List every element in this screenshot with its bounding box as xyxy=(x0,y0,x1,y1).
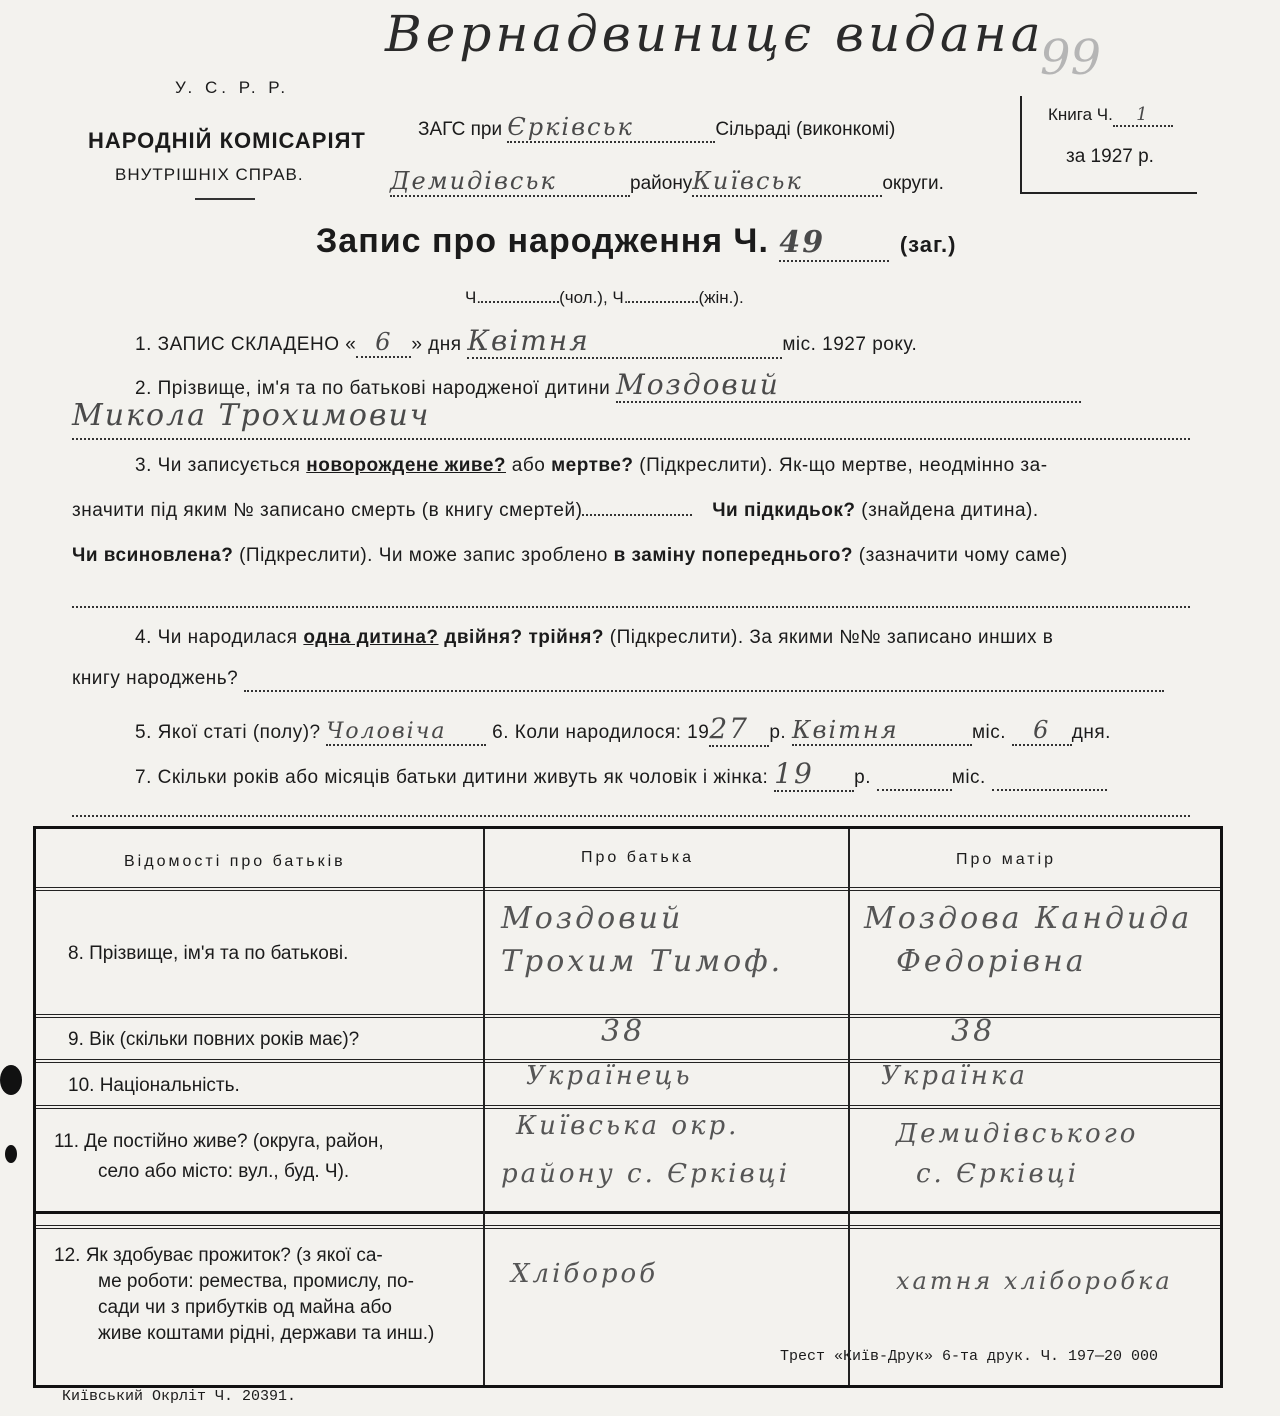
record-number-hw: 49 xyxy=(779,225,889,262)
item-5-6 xyxy=(135,712,1111,747)
row-10-label: 10. Національність. xyxy=(68,1075,240,1096)
dots xyxy=(628,301,698,303)
row-9-label: 9. Вік (скільки повних років має)? xyxy=(68,1029,360,1050)
row-12-label-4: живе коштами рідні, держави та инш.) xyxy=(98,1323,435,1344)
item-3-foundling-note: (знайдена дитина). xyxy=(861,500,1039,521)
ink-blot xyxy=(0,1065,22,1095)
marriage-years-hw: 19 xyxy=(774,757,854,792)
dots xyxy=(481,301,559,303)
mother-surname-hw: Моздова Кандида xyxy=(864,901,1193,936)
sub-numbers xyxy=(465,288,744,308)
option-replacement: в заміну попереднього? xyxy=(613,545,853,566)
item-1-day-hw: 6 xyxy=(356,328,411,358)
item-4-line-2 xyxy=(72,668,1164,692)
mother-occupation-hw: хатня хліборобка xyxy=(896,1267,1173,1295)
mother-residence-hw-1: Демидівського xyxy=(896,1119,1139,1149)
item-3-line-1 xyxy=(135,455,1048,477)
blank-line xyxy=(72,586,1190,608)
child-sex-hw: Чоловіча xyxy=(326,719,486,746)
item-3-replace-note: (зазначити чому саме) xyxy=(858,545,1068,566)
item-3-label: 3. Чи записується xyxy=(135,455,301,476)
title-text: Запис про народження Ч. xyxy=(316,222,769,260)
mother-age-hw: 38 xyxy=(951,1014,996,1049)
option-single: одна дитина? xyxy=(303,627,439,648)
birth-year-hw: 27 xyxy=(709,712,769,747)
header-parents-info: Відомості про батьків xyxy=(124,853,346,870)
title-suffix: (заг.) xyxy=(899,232,957,257)
item-1-year-label: міс. 1927 року. xyxy=(782,334,918,355)
option-foundling: Чи підкидьок? xyxy=(712,500,856,521)
record-title xyxy=(316,222,956,262)
item-1-month-hw: Квітня xyxy=(467,324,782,359)
child-name-hw: Микола Трохимович xyxy=(72,398,1190,440)
child-surname-hw: Моздовий xyxy=(616,368,1081,403)
internal-affairs-label: ВНУТРІШНІХ СПРАВ. xyxy=(115,165,304,184)
rayon-label: району xyxy=(630,173,693,194)
item-4-label: 4. Чи народилася xyxy=(135,627,298,648)
sub-zhin-label: (жін.). xyxy=(698,288,744,307)
rayon-line xyxy=(390,167,944,197)
father-residence-hw-2: району с. Єрківці xyxy=(501,1159,791,1189)
mother-nationality-hw: Українка xyxy=(881,1061,1028,1091)
item-5-label: 5. Якої статі (полу)? xyxy=(135,722,321,743)
okruga-label: округи. xyxy=(882,173,944,194)
month-suffix: міс. xyxy=(971,722,1007,743)
item-6-label: 6. Коли народилося: 19 xyxy=(492,722,710,743)
item-3-line-2 xyxy=(72,500,1039,522)
item-3-death-label: значити під яким № записано смерть (в книгу смертей) xyxy=(72,500,583,521)
item-1-day-label: » дня xyxy=(411,334,462,355)
commissariat-title: НАРОДНІЙ КОМІСАРІЯТ xyxy=(88,128,366,153)
header-father: Про батька xyxy=(581,849,694,866)
row-11-label-1: 11. Де постійно живе? (округа, район, xyxy=(54,1131,384,1152)
book-number xyxy=(1048,104,1173,127)
row-12-label-1: 12. Як здобуває прожиток? (з якої са- xyxy=(54,1245,383,1266)
sub-chol-label: (чол.), Ч. xyxy=(559,288,629,307)
parents-table-outer xyxy=(33,826,1223,1388)
row-divider xyxy=(36,1225,1220,1229)
sub-ch-label: Ч. xyxy=(465,288,482,307)
father-residence-hw-1: Київська окр. xyxy=(516,1111,740,1141)
item-2-label: 2. Прізвище, ім'я та по батькові народженої дитини xyxy=(135,378,611,399)
footer-printer-right: Трест «Київ-Друк» 6-та друк. Ч. 197—20 000 xyxy=(780,1348,1159,1365)
handwritten-stamp: Вернадвиницє видана xyxy=(385,5,1045,63)
mother-name-hw: Федорівна xyxy=(896,944,1087,979)
year-suffix: р. xyxy=(769,722,787,743)
item-1-label: 1. ЗАПИС СКЛАДЕНО « xyxy=(135,334,357,355)
father-age-hw: 38 xyxy=(601,1014,646,1049)
dots xyxy=(582,514,692,516)
father-name-hw: Трохим Тимоф. xyxy=(501,944,784,979)
row-12-label-3: сади чи з прибутків од майна або xyxy=(98,1297,392,1318)
father-surname-hw: Моздовий xyxy=(501,901,684,936)
years-suffix: р. xyxy=(854,767,871,788)
item-3-replace-label: (Підкреслити). Чи може запис зроблено xyxy=(239,545,608,566)
father-occupation-hw: Хлібороб xyxy=(511,1259,659,1289)
option-adopted: Чи всиновлена? xyxy=(72,545,234,566)
item-4-line-1 xyxy=(135,627,1053,649)
row-11-label-2: село або місто: вул., буд. Ч). xyxy=(98,1161,350,1182)
rayon-hw: Демидівськ xyxy=(390,167,630,197)
row-divider xyxy=(36,1105,1220,1109)
zags-prefix: ЗАГС при xyxy=(418,119,503,140)
option-alive: новорождене живе? xyxy=(306,455,506,476)
birth-month-hw: Квітня xyxy=(792,716,972,746)
option-triplets: трійня? xyxy=(528,627,604,648)
divider xyxy=(195,198,255,200)
ink-blot xyxy=(5,1145,17,1163)
book-number-hw: 1 xyxy=(1113,104,1173,127)
handwritten-archive-number: 99 xyxy=(1040,30,1102,86)
dots xyxy=(244,668,1164,692)
book-year: за 1927 р. xyxy=(1066,146,1154,167)
book-label: Книга Ч. xyxy=(1048,105,1113,124)
zags-line xyxy=(418,113,895,143)
row-divider xyxy=(36,887,1220,891)
dots xyxy=(992,767,1107,791)
dots xyxy=(877,767,952,791)
months-suffix: міс. xyxy=(951,767,986,788)
row-8-label: 8. Прізвище, ім'я та по батькові. xyxy=(68,943,349,964)
mother-residence-hw-2: с. Єрківці xyxy=(916,1159,1080,1189)
item-3-instruction: (Підкреслити). Як-що мертве, неодмінно за- xyxy=(639,455,1048,476)
item-3-or: або xyxy=(511,455,546,476)
header-mother: Про матір xyxy=(956,851,1057,868)
footer-printer-left: Київський Окрліт Ч. 20391. xyxy=(62,1388,297,1405)
row-12-label-2: ме роботи: ремества, промислу, по- xyxy=(98,1271,414,1292)
item-4-instruction: (Підкреслити). За якими №№ записано инших в xyxy=(609,627,1054,648)
item-1 xyxy=(135,324,917,359)
item-4-book-label: книгу народжень? xyxy=(72,668,239,689)
item-7 xyxy=(135,757,1107,792)
day-suffix: дня. xyxy=(1071,722,1111,743)
usrr-label: У. С. Р. Р. xyxy=(175,78,290,97)
item-3-line-3 xyxy=(72,545,1068,567)
okruga-hw: Київськ xyxy=(692,167,882,197)
option-twins: двійня? xyxy=(444,627,523,648)
village-hw: Єрківськ xyxy=(507,113,715,143)
item-7-label: 7. Скільки років або місяців батьки дитини живуть як чоловік і жінка: xyxy=(135,767,769,788)
blank-line xyxy=(72,795,1190,817)
council-label: Сільраді (виконкомі) xyxy=(715,119,896,140)
father-nationality-hw: Українець xyxy=(526,1061,693,1091)
birth-day-hw: 6 xyxy=(1012,716,1072,746)
option-dead: мертве? xyxy=(551,455,634,476)
